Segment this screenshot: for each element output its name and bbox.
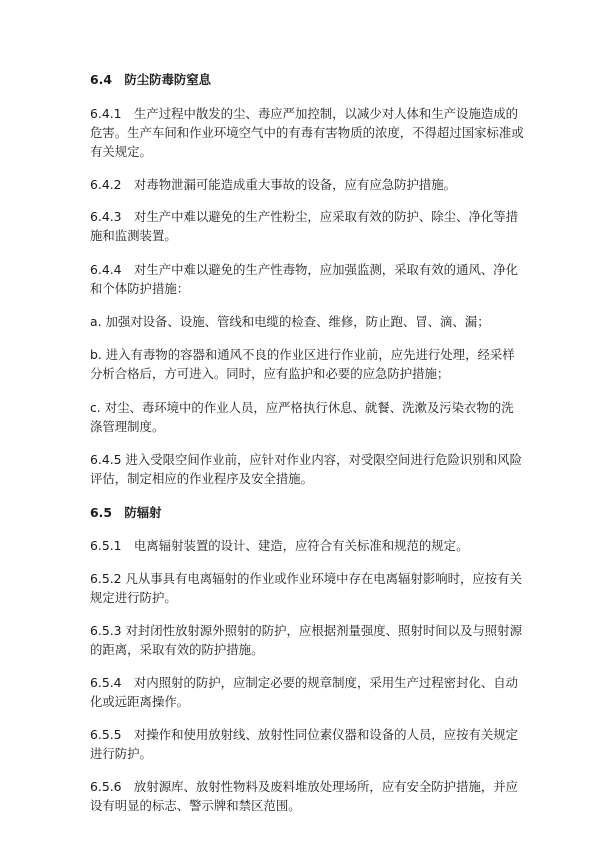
clause-line: 的距离，采取有效的防护措施。 — [90, 642, 264, 657]
clause-line: 危害。生产车间和作业环境空气中的有毒有害物质的浓度，不得超过国家标准或 — [90, 125, 524, 140]
clause-line: 6.5.4 对内照射的防护，应制定必要的规章制度，采用生产过程密封化、自动 — [90, 675, 519, 690]
clause-line: 有关规定。 — [90, 144, 152, 159]
clause-line: 6.4.5 进入受限空间作业前，应针对作业内容，对受限空间进行危险识别和风险 — [90, 452, 522, 467]
clause-line: 6.4.3 对生产中难以避免的生产性粉尘，应采取有效的防护、除尘、净化等措 — [90, 209, 519, 224]
clause-line: 规定进行防护。 — [90, 590, 177, 605]
clause-line: 6.5.6 放射源库、放射性物料及废料堆放处理场所，应有安全防护措施，并应 — [90, 779, 519, 794]
clause-line: 6.4.4 对生产中难以避免的生产性毒物，应加强监测，采取有效的通风、净化 — [90, 262, 519, 277]
clause-line: 6.5.1 电离辐射装置的设计、建造，应符合有关标准和规范的规定。 — [90, 538, 469, 553]
clause-line: 6.5.5 对操作和使用放射线、放射性同位素仪器和设备的人员，应按有关规定 — [90, 727, 519, 742]
list-line: a. 加强对设备、设施、管线和电缆的检查、维修，防止跑、冒、滴、漏； — [90, 314, 490, 329]
list-line: 分析合格后，方可进入。同时，应有监护和必要的应急防护措施； — [90, 366, 450, 381]
clause-line: 6.4.2 对毒物泄漏可能造成重大事故的设备，应有应急防护措施。 — [90, 177, 457, 192]
clause-line: 设有明显的标志、警示牌和禁区范围。 — [90, 798, 301, 813]
clause-line: 6.4.1 生产过程中散发的尘、毒应严加控制，以减少对人体和生产设施造成的 — [90, 106, 519, 121]
section-6-4-heading: 6.4 防尘防毒防窒息 — [90, 72, 212, 87]
clause-line: 施和监测装置。 — [90, 228, 177, 243]
clause-line: 评估，制定相应的作业程序及安全措施。 — [90, 471, 314, 486]
list-line: 涤管理制度。 — [90, 419, 165, 434]
list-line: b. 进入有毒物的容器和通风不良的作业区进行作业前，应先进行处理，经采样 — [90, 347, 515, 362]
clause-line: 和个体防护措施： — [90, 281, 190, 296]
clause-line: 6.5.3 对封闭性放射源外照射的防护，应根据剂量强度、照射时间以及与照射源 — [90, 623, 522, 638]
list-line: c. 对尘、毒环境中的作业人员，应严格执行休息、就餐、洗漱及污染衣物的洗 — [90, 400, 514, 415]
clause-line: 进行防护。 — [90, 746, 152, 761]
clause-line: 化或远距离操作。 — [90, 694, 190, 709]
clause-line: 6.5.2 凡从事具有电离辐射的作业或作业环境中存在电离辐射影响时，应按有关 — [90, 571, 522, 586]
section-6-5-heading: 6.5 防辐射 — [90, 505, 162, 520]
